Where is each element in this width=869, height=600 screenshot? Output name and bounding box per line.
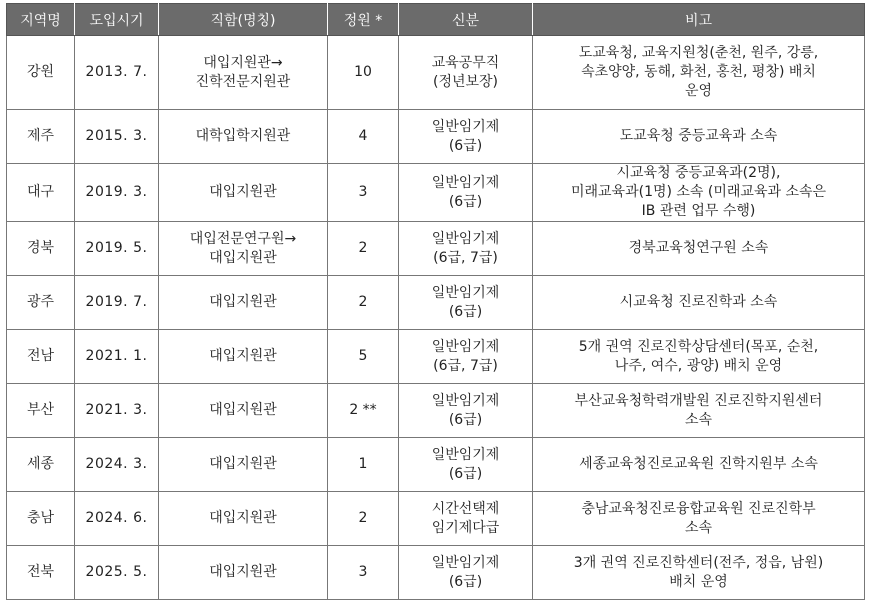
header-note: 비고 bbox=[533, 4, 865, 36]
cell-status-line: (6급) bbox=[448, 137, 483, 154]
cell-title-line: 대입지원관 bbox=[209, 348, 277, 364]
cell-title bbox=[159, 492, 328, 546]
cell-status bbox=[399, 110, 533, 164]
cell-region: 세종 bbox=[7, 438, 75, 492]
cell-status bbox=[399, 36, 533, 110]
cell-note bbox=[533, 330, 865, 384]
cell-note bbox=[533, 492, 865, 546]
cell-title bbox=[159, 36, 328, 110]
cell-date: 2021. 1. bbox=[75, 330, 159, 384]
cell-note-line: 3개 권역 진로진학센터(전주, 정읍, 남원) bbox=[573, 554, 824, 571]
cell-note-line: 배치 운영 bbox=[669, 573, 728, 590]
cell-note-line: 속초양양, 동해, 화천, 홍천, 평창) 배치 bbox=[581, 64, 816, 80]
cell-date: 2024. 3. bbox=[75, 438, 159, 492]
cell-title bbox=[159, 330, 328, 384]
cell-status-line: (6급) bbox=[448, 411, 483, 428]
cell-status-line: 일반임기제 bbox=[431, 554, 500, 571]
cell-title bbox=[159, 164, 328, 222]
cell-title-line: 대입지원관 bbox=[209, 564, 277, 580]
table-row bbox=[7, 492, 865, 546]
cell-status bbox=[399, 276, 533, 330]
cell-count: 10 bbox=[328, 36, 399, 110]
cell-note-line: 시교육청 진로진학과 소속 bbox=[619, 294, 778, 310]
table-row bbox=[7, 546, 865, 600]
cell-note bbox=[533, 384, 865, 438]
cell-title-line: 대입지원관 bbox=[209, 184, 277, 200]
cell-title-line: 대입지원관 bbox=[209, 249, 277, 266]
cell-note bbox=[533, 546, 865, 600]
cell-note bbox=[533, 110, 865, 164]
cell-title-line: 대입지원관 bbox=[209, 294, 277, 310]
cell-count: 2 bbox=[328, 222, 399, 276]
cell-date: 2019. 5. bbox=[75, 222, 159, 276]
table-row bbox=[7, 438, 865, 492]
cell-title bbox=[159, 546, 328, 600]
cell-note-line: 도교육청 중등교육과 소속 bbox=[619, 128, 778, 144]
cell-region: 강원 bbox=[7, 36, 75, 110]
cell-note bbox=[533, 438, 865, 492]
cell-status-line: 일반임기제 bbox=[431, 230, 500, 247]
cell-status-line: 일반임기제 bbox=[431, 174, 500, 191]
cell-title bbox=[159, 222, 328, 276]
cell-status bbox=[399, 438, 533, 492]
cell-count: 2 ** bbox=[328, 384, 399, 438]
table-row bbox=[7, 222, 865, 276]
cell-region: 대구 bbox=[7, 164, 75, 222]
table-row bbox=[7, 164, 865, 222]
cell-note bbox=[533, 276, 865, 330]
cell-date: 2015. 3. bbox=[75, 110, 159, 164]
cell-status bbox=[399, 222, 533, 276]
cell-title-line: 대학입학지원관 bbox=[195, 128, 291, 144]
cell-date: 2025. 5. bbox=[75, 546, 159, 600]
cell-title-line: 대입지원관 bbox=[209, 402, 277, 418]
cell-title bbox=[159, 110, 328, 164]
cell-note-line: 5개 권역 진로진학상담센터(목포, 순천, bbox=[578, 338, 819, 355]
cell-note bbox=[533, 36, 865, 110]
header-status: 신분 bbox=[399, 4, 533, 36]
cell-note-line: 도교육청, 교육지원청(춘천, 원주, 강릉, bbox=[578, 45, 819, 61]
cell-date: 2013. 7. bbox=[75, 36, 159, 110]
cell-title-line: 대입지원관→ bbox=[203, 54, 283, 71]
table-row bbox=[7, 384, 865, 438]
cell-title-line: 대입지원관 bbox=[209, 456, 277, 472]
cell-date: 2021. 3. bbox=[75, 384, 159, 438]
cell-status-line: 교육공무직 bbox=[431, 54, 500, 71]
cell-date: 2019. 3. bbox=[75, 164, 159, 222]
cell-region: 부산 bbox=[7, 384, 75, 438]
cell-count: 4 bbox=[328, 110, 399, 164]
cell-note-line: 부산교육청학력개발원 진로진학지원센터 bbox=[574, 392, 823, 409]
cell-status-line: (6급, 7급) bbox=[433, 357, 498, 374]
cell-note bbox=[533, 222, 865, 276]
cell-note-line: 미래교육과(1명) 소속 (미래교육과 소속은 bbox=[570, 184, 827, 200]
table-row bbox=[7, 36, 865, 110]
cell-count: 2 bbox=[328, 492, 399, 546]
cell-region: 제주 bbox=[7, 110, 75, 164]
cell-status bbox=[399, 164, 533, 222]
cell-region: 전남 bbox=[7, 330, 75, 384]
cell-note-line: 충남교육청진로융합교육원 진로진학부 bbox=[581, 500, 816, 517]
cell-region: 광주 bbox=[7, 276, 75, 330]
cell-title-line: 진학전문지원관 bbox=[195, 73, 291, 90]
cell-status bbox=[399, 546, 533, 600]
cell-status-line: (6급) bbox=[448, 193, 483, 210]
cell-status-line: 일반임기제 bbox=[431, 446, 500, 463]
cell-date: 2019. 7. bbox=[75, 276, 159, 330]
cell-status bbox=[399, 492, 533, 546]
cell-region: 충남 bbox=[7, 492, 75, 546]
cell-status bbox=[399, 330, 533, 384]
cell-region: 경북 bbox=[7, 222, 75, 276]
cell-title bbox=[159, 438, 328, 492]
cell-status bbox=[399, 384, 533, 438]
cell-status-line: (정년보장) bbox=[432, 73, 499, 90]
cell-status-line: 일반임기제 bbox=[431, 392, 500, 409]
cell-note-line: 나주, 여수, 광양) 배치 운영 bbox=[614, 357, 783, 374]
cell-note-line: 운영 bbox=[684, 83, 713, 99]
cell-status-line: (6급) bbox=[448, 303, 483, 320]
cell-count: 2 bbox=[328, 276, 399, 330]
cell-region: 전북 bbox=[7, 546, 75, 600]
cell-note-line: IB 관련 업무 수행) bbox=[641, 203, 756, 219]
cell-status-line: (6급) bbox=[448, 573, 483, 590]
header-region: 지역명 bbox=[7, 4, 75, 36]
table-row bbox=[7, 110, 865, 164]
table-row bbox=[7, 276, 865, 330]
header-count: 정원 * bbox=[328, 4, 399, 36]
cell-status-line: (6급, 7급) bbox=[433, 249, 498, 266]
table-body bbox=[7, 36, 865, 600]
cell-status-line: 일반임기제 bbox=[431, 284, 500, 301]
cell-status-line: 일반임기제 bbox=[431, 118, 500, 135]
cell-title-line: 대입전문연구원→ bbox=[189, 230, 297, 247]
admission-officer-table bbox=[6, 3, 865, 600]
cell-status-line: 시간선택제 bbox=[431, 500, 500, 517]
cell-title bbox=[159, 384, 328, 438]
cell-count: 1 bbox=[328, 438, 399, 492]
cell-note-line: 소속 bbox=[684, 519, 713, 536]
cell-note bbox=[533, 164, 865, 222]
header-title: 직함(명칭) bbox=[159, 4, 328, 36]
cell-title-line: 대입지원관 bbox=[209, 510, 277, 526]
cell-count: 3 bbox=[328, 164, 399, 222]
header-row bbox=[7, 4, 865, 36]
cell-count: 5 bbox=[328, 330, 399, 384]
header-year: 도입시기 bbox=[75, 4, 159, 36]
table-row bbox=[7, 330, 865, 384]
cell-status-line: 임기제다급 bbox=[431, 519, 500, 536]
cell-note-line: 경북교육청연구원 소속 bbox=[628, 240, 769, 256]
cell-date: 2024. 6. bbox=[75, 492, 159, 546]
cell-status-line: 일반임기제 bbox=[431, 338, 500, 355]
cell-status-line: (6급) bbox=[448, 465, 483, 482]
cell-count: 3 bbox=[328, 546, 399, 600]
cell-note-line: 시교육청 중등교육과(2명), bbox=[616, 165, 781, 181]
cell-title bbox=[159, 276, 328, 330]
cell-note-line: 소속 bbox=[684, 411, 713, 428]
cell-note-line: 세종교육청진로교육원 진학지원부 소속 bbox=[579, 456, 818, 472]
